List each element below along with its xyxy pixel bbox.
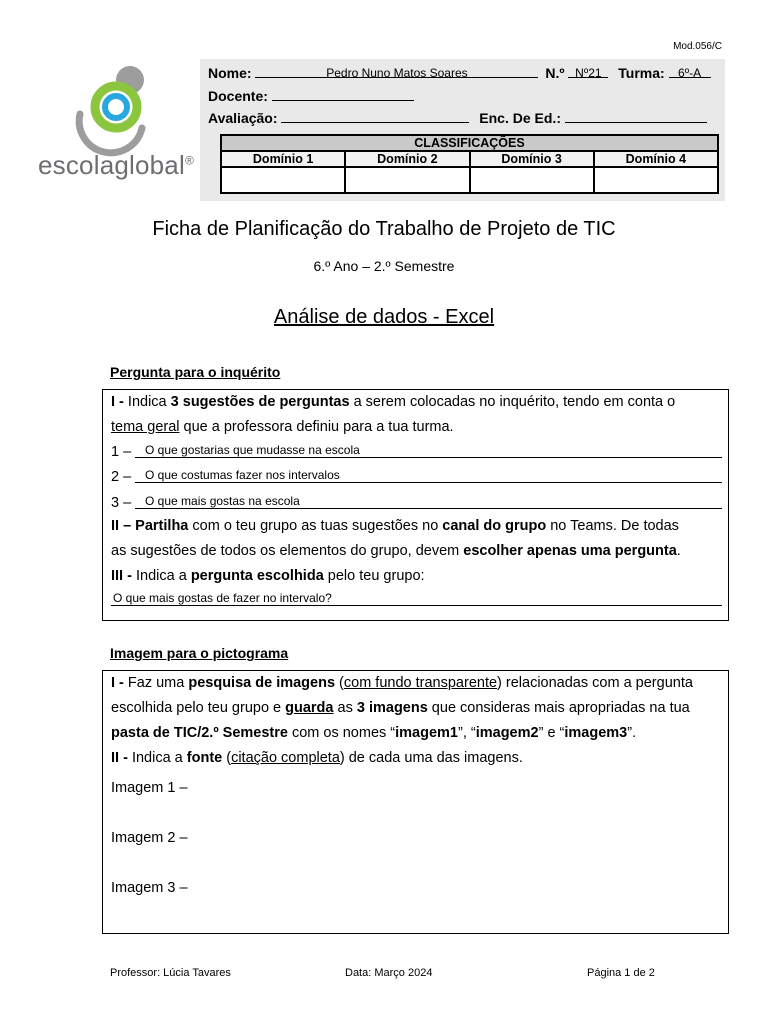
number-field[interactable]: Nº21: [568, 65, 608, 78]
teacher-field[interactable]: [272, 88, 414, 101]
instruction-1: I - Indica 3 sugestões de perguntas a serem colocadas no inquérito, tendo em conta o tema geral que a professora definiu para a tua turma.: [111, 394, 676, 435]
suggestion-answer[interactable]: 3 – O que mais gostas na escola: [111, 493, 722, 513]
topic-heading: Análise de dados - Excel: [273, 306, 495, 328]
name-field[interactable]: Pedro Nuno Matos Soares: [255, 65, 538, 78]
page-title: Ficha de Planificação do Trabalho de Projeto de TIC: [152, 218, 616, 240]
suggestion-answer[interactable]: 2 – O que costumas fazer nos intervalos: [111, 467, 722, 487]
classifications-table: [220, 134, 719, 194]
footer-page: Página 1 de 2: [587, 967, 655, 979]
domain-header: Domínio 1: [221, 151, 345, 167]
instruction-2: II – Partilha com o teu grupo as tuas sugestões no canal do grupo no Teams. De todas as sugestões de todos os elementos do grupo, devem escolher apenas uma pergunta. III - Indica a pergunta escolhida pelo teu grupo:: [111, 518, 681, 584]
name-row: Nome: Pedro Nuno Matos Soares N.º Nº21 Turma: 6º-A: [208, 65, 711, 81]
image-source-1[interactable]: Imagem 1 –: [111, 780, 188, 796]
question-box: [102, 389, 729, 621]
domain-header: Domínio 4: [594, 151, 718, 167]
image-instructions: I - Faz uma pesquisa de imagens (com fundo transparente) relacionadas com a pergunta escolhida pelo teu grupo e guarda as 3 imagens que consideras mais apropriadas na tua pasta de TIC/2.º Semestre com os nomes “imagem1”, “imagem2” e “imagem3”. II - Indica a fonte (citação completa) de cada uma das imagens.: [111, 675, 693, 766]
image-box: [102, 670, 729, 934]
domain-score-cell[interactable]: [470, 167, 594, 193]
class-field[interactable]: 6º-A: [669, 65, 711, 78]
chosen-question-field[interactable]: O que mais gostas de fazer no intervalo?: [111, 590, 722, 610]
domain-score-cell[interactable]: [221, 167, 345, 193]
student-info-box: [200, 59, 725, 201]
page-subtitle: 6.º Ano – 2.º Semestre: [313, 258, 455, 274]
domain-score-cell[interactable]: [345, 167, 469, 193]
section-heading: Pergunta para o inquérito: [110, 364, 281, 380]
guardian-field[interactable]: [565, 110, 707, 123]
domain-header: Domínio 2: [345, 151, 469, 167]
classifications-title: CLASSIFICAÇÕES: [221, 135, 718, 151]
evaluation-row: Avaliação: Enc. De Ed.:: [208, 110, 707, 126]
image-source-3[interactable]: Imagem 3 –: [111, 880, 188, 896]
footer-professor: Professor: Lúcia Tavares: [110, 967, 231, 979]
logo-wordmark: escolaglobal®: [38, 150, 194, 180]
suggestion-answer[interactable]: 1 – O que gostarias que mudasse na escola: [111, 442, 722, 462]
teacher-row: Docente:: [208, 88, 414, 104]
footer-date: Data: Março 2024: [345, 967, 433, 979]
domain-header: Domínio 3: [470, 151, 594, 167]
image-source-2[interactable]: Imagem 2 –: [111, 830, 188, 846]
evaluation-field[interactable]: [281, 110, 469, 123]
domain-score-cell[interactable]: [594, 167, 718, 193]
form-code: Mod.056/C: [673, 41, 722, 52]
section-heading: Imagem para o pictograma: [110, 645, 289, 661]
